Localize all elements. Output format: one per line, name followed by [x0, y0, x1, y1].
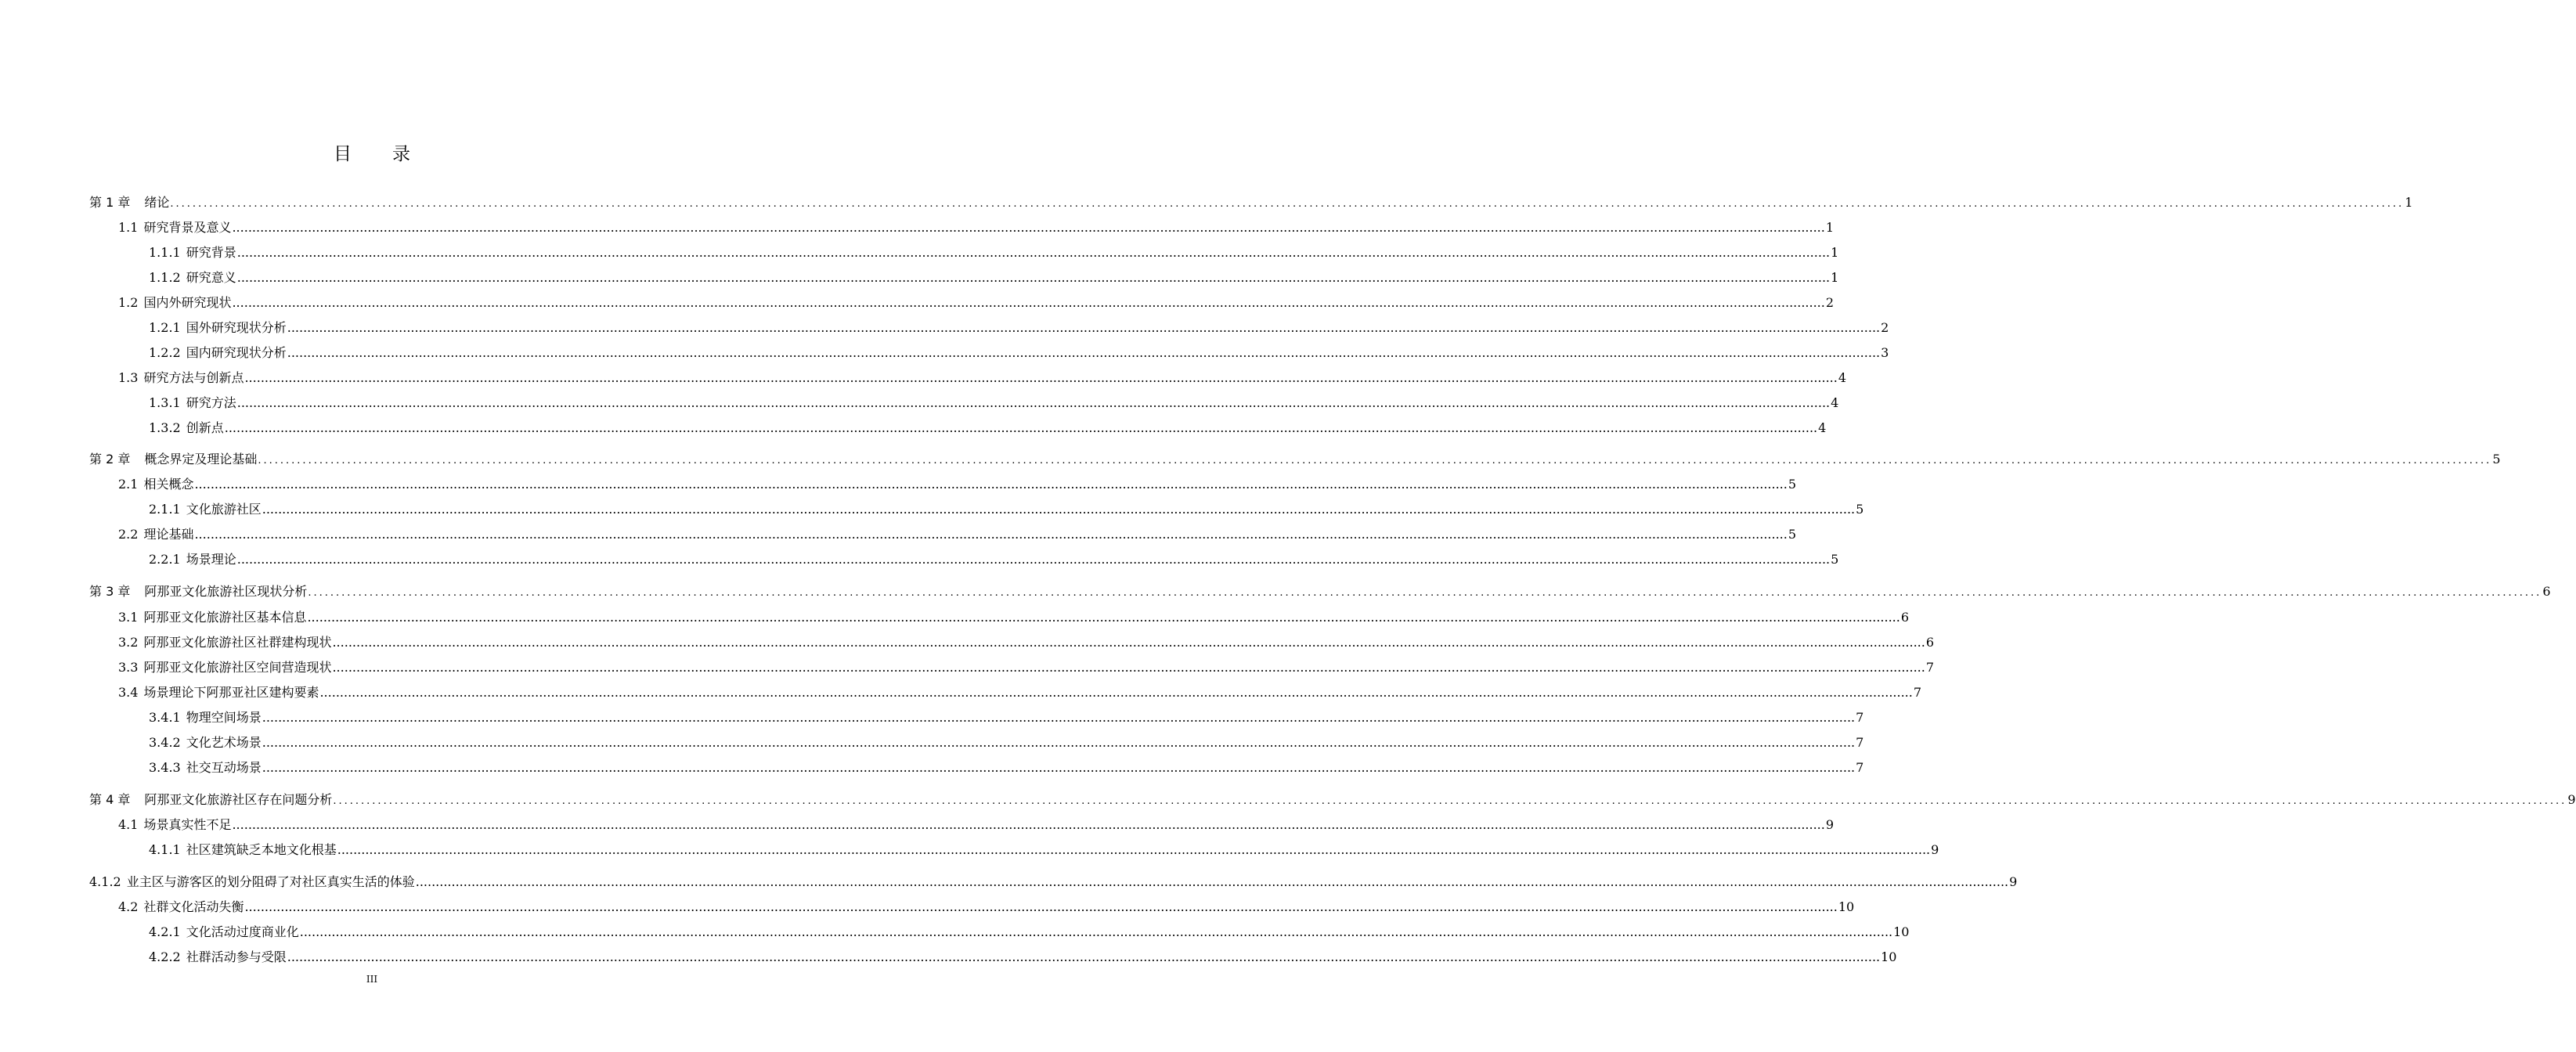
toc-chapter-entry[interactable] [89, 451, 2501, 470]
toc-entry-number: 1.3.2 [149, 420, 181, 435]
toc-entry-number: 第 4 章 [89, 792, 131, 807]
toc-entry-page: 7 [1856, 710, 1864, 725]
toc-section-entry[interactable] [149, 924, 1910, 941]
toc-entry-label [89, 583, 307, 600]
toc-entry-label [89, 451, 257, 468]
toc-dot-leader: ................................................................................................................................................................................................................................................................................................................................................................................................................ [287, 345, 1881, 360]
toc-dot-leader: ................................................................................................................................................................................................................................................................................................................................................................................................................ [308, 587, 2542, 599]
toc-entry-label [149, 841, 337, 859]
toc-entry-page: 6 [2542, 584, 2551, 599]
toc-section-entry[interactable] [149, 759, 1864, 776]
toc-dot-leader: ................................................................................................................................................................................................................................................................................................................................................................................................................ [287, 949, 1881, 964]
toc-entry-page: 2 [1881, 320, 1889, 335]
toc-entry-label [118, 526, 193, 543]
toc-dot-leader: ................................................................................................................................................................................................................................................................................................................................................................................................................ [415, 874, 2009, 889]
toc-entry-page: 9 [1825, 817, 1835, 832]
toc-entry-page: 3 [1881, 345, 1889, 360]
toc-entry-number: 1.2 [118, 295, 139, 310]
toc-entry-number: 2.2 [118, 527, 139, 542]
toc-entry-page: 5 [1831, 552, 1839, 567]
toc-section-entry[interactable] [149, 420, 1827, 437]
toc-entry-page: 5 [2492, 452, 2501, 467]
toc-dot-leader: ................................................................................................................................................................................................................................................................................................................................................................................................................ [262, 710, 1856, 725]
toc-entry-page: 5 [1788, 527, 1797, 542]
toc-dot-leader: ................................................................................................................................................................................................................................................................................................................................................................................................................ [232, 220, 1825, 235]
toc-entry-text: 阿那亚文化旅游社区基本信息 [143, 610, 307, 625]
toc-entry-number: 3.3 [118, 660, 139, 675]
toc-entry-label [149, 420, 224, 437]
toc-entry-label [149, 269, 236, 286]
toc-entry-label [149, 709, 262, 726]
page-number: III [366, 974, 378, 985]
toc-entry-text: 创新点 [186, 420, 224, 435]
toc-entry-page: 9 [2009, 874, 2018, 889]
toc-entry-text: 阿那亚文化旅游社区空间营造现状 [143, 660, 332, 675]
toc-entry-number: 3.4.2 [149, 735, 181, 750]
toc-dot-leader: ................................................................................................................................................................................................................................................................................................................................................................................................................ [337, 842, 1931, 857]
toc-entry-number: 1.2.2 [149, 345, 181, 360]
toc-entry-number: 3.4.3 [149, 760, 181, 775]
toc-section-entry[interactable] [118, 294, 1835, 312]
toc-entry-page: 7 [1925, 660, 1935, 675]
toc-entry-page: 7 [1856, 735, 1864, 750]
toc-entry-text: 阿那亚文化旅游社区存在问题分析 [144, 792, 333, 807]
toc-entry-text: 社群活动参与受限 [186, 949, 287, 964]
toc-dot-leader: ................................................................................................................................................................................................................................................................................................................................................................................................................ [224, 420, 1818, 435]
toc-entry-label [118, 609, 306, 626]
toc-entry-number: 4.2.1 [149, 924, 181, 939]
toc-entry-text: 研究背景及意义 [143, 220, 232, 235]
toc-entry-page: 1 [2405, 195, 2413, 210]
toc-entry-label [149, 501, 262, 518]
toc-entry-label [118, 634, 331, 651]
toc-dot-leader: ................................................................................................................................................................................................................................................................................................................................................................................................................ [258, 455, 2492, 467]
toc-entry-text: 阿那亚文化旅游社区现状分析 [144, 584, 308, 599]
toc-dot-leader: ................................................................................................................................................................................................................................................................................................................................................................................................................ [236, 245, 1831, 260]
toc-entry-text: 研究方法与创新点 [143, 370, 244, 385]
toc-entry-number: 3.2 [118, 635, 139, 650]
toc-entry-page: 6 [1925, 635, 1935, 650]
toc-dot-leader: ................................................................................................................................................................................................................................................................................................................................................................................................................ [332, 660, 1925, 675]
toc-entry-text: 文化艺术场景 [186, 735, 262, 750]
toc-entry-page: 10 [1893, 924, 1910, 939]
toc-dot-leader: ................................................................................................................................................................................................................................................................................................................................................................................................................ [244, 899, 1838, 914]
toc-chapter-entry[interactable] [89, 583, 2551, 602]
toc-entry-label [149, 244, 236, 261]
toc-dot-leader: ................................................................................................................................................................................................................................................................................................................................................................................................................ [262, 502, 1856, 517]
toc-entry-number: 1.1.1 [149, 245, 181, 260]
toc-entry-label [149, 759, 262, 776]
toc-entry-text: 国内外研究现状 [143, 295, 232, 310]
toc-entry-text: 阿那亚文化旅游社区社群建构现状 [143, 635, 332, 650]
toc-entry-page: 9 [1931, 842, 1939, 857]
toc-dot-leader: ................................................................................................................................................................................................................................................................................................................................................................................................................ [287, 320, 1881, 335]
toc-entry-label [89, 791, 332, 809]
toc-entry-label [118, 899, 244, 916]
toc-entry-number: 4.1.2 [89, 874, 121, 889]
toc-chapter-entry[interactable] [89, 194, 2413, 213]
toc-dot-leader: ................................................................................................................................................................................................................................................................................................................................................................................................................ [299, 924, 1893, 939]
toc-entry-label [118, 684, 319, 701]
toc-entry-label [149, 924, 299, 941]
toc-entry-page: 9 [2567, 792, 2576, 807]
toc-entry-page: 4 [1838, 370, 1847, 385]
toc-entry-number: 1.1 [118, 220, 139, 235]
toc-entry-number: 2.1 [118, 477, 139, 492]
toc-entry-number: 1.2.1 [149, 320, 181, 335]
toc-entry-number: 3.4 [118, 685, 139, 700]
toc-entry-label [149, 734, 262, 751]
toc-entry-label [118, 369, 244, 387]
toc-dot-leader: ................................................................................................................................................................................................................................................................................................................................................................................................................ [319, 685, 1913, 700]
toc-section-entry[interactable] [149, 734, 1864, 751]
toc-section-entry[interactable] [118, 634, 1935, 651]
toc-section-entry[interactable] [118, 476, 1797, 493]
toc-entry-page: 10 [1881, 949, 1897, 964]
toc-entry-text: 社群文化活动失衡 [143, 899, 244, 914]
toc-section-entry[interactable] [149, 501, 1864, 518]
toc-dot-leader: ................................................................................................................................................................................................................................................................................................................................................................................................................ [307, 610, 1900, 625]
toc-entry-number: 3.1 [118, 610, 139, 625]
toc-entry-text: 文化活动过度商业化 [186, 924, 299, 939]
toc-dot-leader: ................................................................................................................................................................................................................................................................................................................................................................................................................ [194, 527, 1788, 542]
toc-entry-label [89, 874, 415, 891]
toc-entry-number: 2.2.1 [149, 552, 181, 567]
toc-entry-page: 4 [1818, 420, 1827, 435]
toc-section-entry[interactable] [118, 899, 1855, 916]
toc-entry-label [118, 219, 231, 236]
toc-title-char-1: 目 [334, 144, 352, 164]
toc-entry-text: 研究背景 [186, 245, 236, 260]
toc-entry-page: 5 [1788, 477, 1797, 492]
toc-entry-number: 2.1.1 [149, 502, 181, 517]
toc-entry-text: 物理空间场景 [186, 710, 262, 725]
toc-section-entry[interactable] [149, 269, 1839, 286]
toc-section-entry[interactable] [149, 949, 1897, 966]
toc-dot-leader: ................................................................................................................................................................................................................................................................................................................................................................................................................ [244, 370, 1838, 385]
toc-section-entry[interactable] [118, 684, 1922, 701]
toc-section-entry[interactable] [149, 344, 1889, 362]
toc-entry-page: 7 [1856, 760, 1864, 775]
toc-section-entry[interactable] [149, 244, 1839, 261]
toc-entry-text: 国外研究现状分析 [186, 320, 287, 335]
toc-dot-leader: ................................................................................................................................................................................................................................................................................................................................................................................................................ [236, 552, 1831, 567]
toc-dot-leader: ................................................................................................................................................................................................................................................................................................................................................................................................................ [262, 735, 1856, 750]
toc-section-entry[interactable] [149, 709, 1864, 726]
toc-section-entry[interactable] [118, 659, 1935, 676]
toc-entry-label [89, 194, 169, 211]
toc-entry-number: 4.1.1 [149, 842, 181, 857]
toc-entry-page: 6 [1900, 610, 1910, 625]
toc-entry-number: 第 2 章 [89, 452, 131, 467]
toc-entry-label [149, 344, 287, 362]
toc-dot-leader: ................................................................................................................................................................................................................................................................................................................................................................................................................ [236, 395, 1831, 410]
toc-entry-text: 相关概念 [143, 477, 194, 492]
toc-entry-label [149, 319, 287, 337]
toc-entry-number: 1.3 [118, 370, 139, 385]
toc-dot-leader: ................................................................................................................................................................................................................................................................................................................................................................................................................ [232, 295, 1825, 310]
toc-entry-text: 国内研究现状分析 [186, 345, 287, 360]
toc-entry-number: 1.1.2 [149, 270, 181, 285]
toc-entry-number: 第 1 章 [89, 195, 131, 210]
toc-entry-text: 文化旅游社区 [186, 502, 262, 517]
toc-dot-leader: ................................................................................................................................................................................................................................................................................................................................................................................................................ [262, 760, 1856, 775]
toc-section-entry[interactable] [149, 841, 1939, 859]
toc-entry-label [118, 476, 193, 493]
toc-entry-number: 第 3 章 [89, 584, 131, 599]
toc-section-entry[interactable] [118, 526, 1797, 543]
toc-entry-text: 研究方法 [186, 395, 236, 410]
toc-section-entry[interactable] [118, 609, 1910, 626]
toc-section-entry[interactable] [118, 219, 1835, 236]
toc-entry-page: 1 [1831, 270, 1839, 285]
toc-entry-text: 场景理论 [186, 552, 236, 567]
toc-section-entry[interactable] [118, 816, 1835, 834]
toc-entry-page: 5 [1856, 502, 1864, 517]
toc-dot-leader: ................................................................................................................................................................................................................................................................................................................................................................................................................ [332, 635, 1925, 650]
toc-entry-label [118, 816, 231, 834]
toc-entry-number: 4.2.2 [149, 949, 181, 964]
toc-entry-number: 4.2 [118, 899, 139, 914]
toc-section-entry[interactable] [149, 319, 1889, 337]
toc-entry-text: 理论基础 [143, 527, 194, 542]
toc-entry-page: 10 [1838, 899, 1855, 914]
toc-entry-text: 社交互动场景 [186, 760, 262, 775]
toc-entry-number: 1.3.1 [149, 395, 181, 410]
toc-entry-label [118, 659, 331, 676]
toc-entry-page: 1 [1831, 245, 1839, 260]
toc-entry-label [149, 551, 236, 568]
toc-entry-text: 业主区与游客区的划分阻碍了对社区真实生活的体验 [126, 874, 415, 889]
toc-entry-text: 概念界定及理论基础 [144, 452, 258, 467]
toc-entry-label [149, 394, 236, 412]
toc-section-entry[interactable] [89, 874, 2018, 891]
toc-entry-text: 绪论 [144, 195, 170, 210]
toc-dot-leader: ................................................................................................................................................................................................................................................................................................................................................................................................................ [170, 198, 2405, 210]
toc-entry-text: 场景真实性不足 [143, 817, 232, 832]
toc-entry-label [118, 294, 231, 312]
toc-entry-label [149, 949, 287, 966]
toc-section-entry[interactable] [149, 551, 1839, 568]
toc-section-entry[interactable] [149, 394, 1839, 412]
toc-entry-text: 社区建筑缺乏本地文化根基 [186, 842, 337, 857]
toc-dot-leader: ................................................................................................................................................................................................................................................................................................................................................................................................................ [194, 477, 1788, 492]
toc-entry-number: 4.1 [118, 817, 139, 832]
toc-section-entry[interactable] [118, 369, 1847, 387]
toc-chapter-entry[interactable] [89, 791, 2576, 810]
toc-entry-page: 7 [1913, 685, 1922, 700]
toc-entry-page: 4 [1831, 395, 1839, 410]
toc-title-char-2: 录 [392, 144, 410, 164]
toc-entry-page: 1 [1825, 220, 1835, 235]
toc-dot-leader: ................................................................................................................................................................................................................................................................................................................................................................................................................ [236, 270, 1831, 285]
toc-entry-text: 研究意义 [186, 270, 236, 285]
toc-dot-leader: ................................................................................................................................................................................................................................................................................................................................................................................................................ [232, 817, 1825, 832]
toc-entry-number: 3.4.1 [149, 710, 181, 725]
toc-entry-text: 场景理论下阿那亚社区建构要素 [143, 685, 319, 700]
toc-dot-leader: ................................................................................................................................................................................................................................................................................................................................................................................................................ [333, 795, 2567, 807]
toc-entry-page: 2 [1825, 295, 1835, 310]
